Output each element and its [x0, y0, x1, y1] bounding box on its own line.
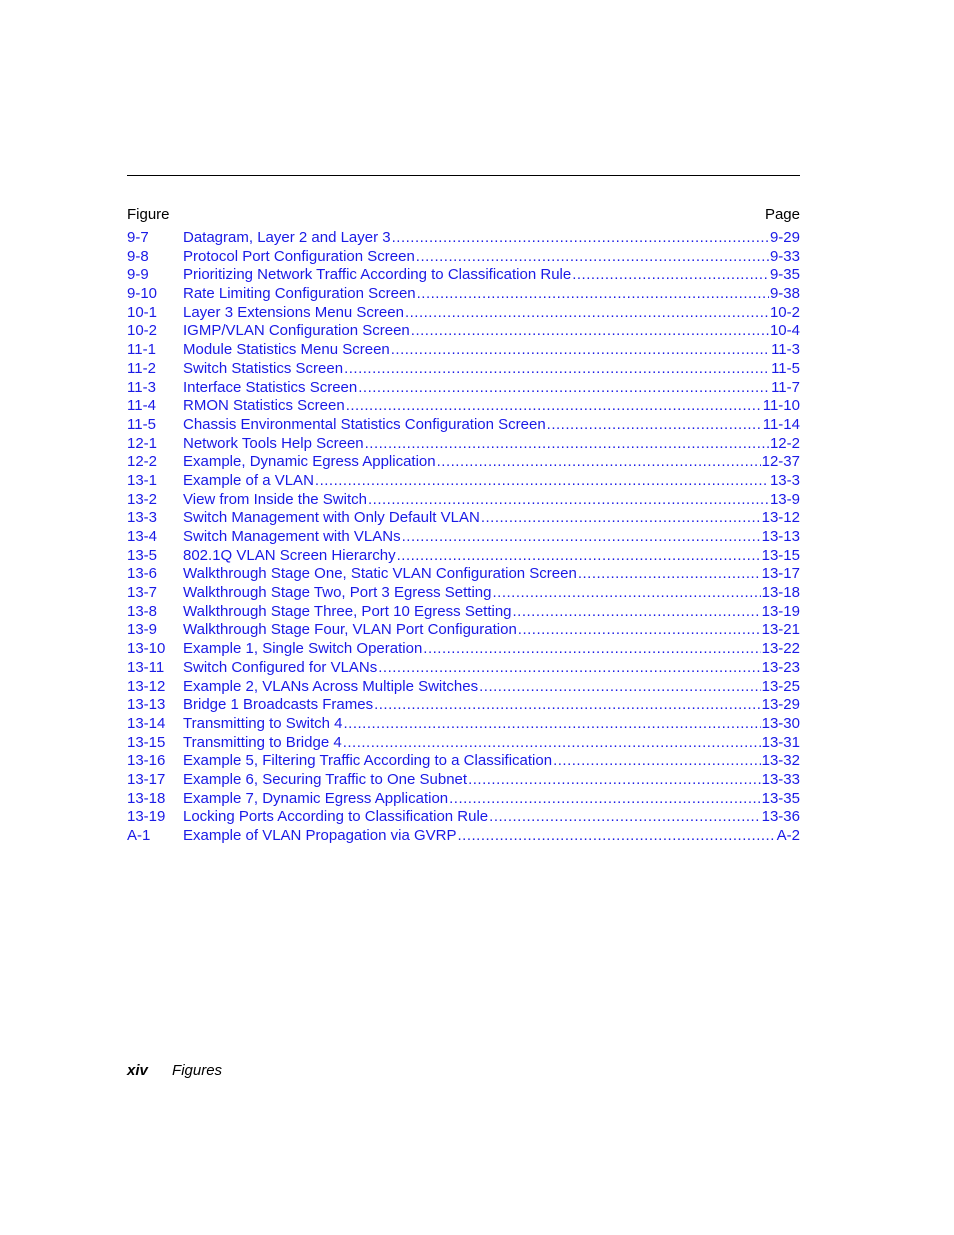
toc-entry[interactable]	[127, 640, 800, 659]
toc-column-headers	[127, 206, 800, 224]
figure-entry-line[interactable]	[183, 659, 800, 678]
dot-leader	[378, 659, 760, 678]
figure-title-link[interactable]: Example 7, Dynamic Egress Application	[183, 789, 449, 807]
toc-entry[interactable]	[127, 696, 800, 715]
figure-title-link[interactable]: Example of VLAN Propagation via GVRP	[183, 827, 457, 844]
figure-entry-line[interactable]	[183, 416, 800, 435]
figure-entry-line[interactable]	[183, 285, 800, 304]
figures-list	[127, 229, 800, 846]
figure-number-link[interactable]: 13-14	[127, 714, 166, 732]
figure-number-link[interactable]: 11-2	[127, 359, 156, 377]
figure-number-link[interactable]: 9-9	[127, 266, 149, 284]
figure-number-link[interactable]: 13-3	[127, 509, 158, 527]
figure-page-link[interactable]: 13-15	[761, 546, 800, 564]
toc-entry[interactable]	[127, 248, 800, 267]
dot-leader	[402, 528, 761, 547]
dot-leader	[358, 379, 770, 398]
dot-leader	[449, 790, 761, 809]
figure-number-link[interactable]: A-1	[127, 827, 151, 844]
figure-page-link[interactable]: 13-22	[761, 640, 800, 658]
figure-number-link[interactable]: 13-1	[127, 471, 158, 489]
figure-number-link[interactable]: 13-17	[127, 770, 166, 788]
figure-title-link[interactable]: Bridge 1 Broadcasts Frames	[183, 696, 374, 714]
figure-title-link[interactable]: Switch Configured for VLANs	[183, 658, 378, 676]
toc-entry[interactable]	[127, 734, 800, 753]
figure-page-link[interactable]: 13-31	[761, 733, 800, 751]
figure-page-link[interactable]: 13-12	[761, 509, 800, 527]
toc-entry[interactable]	[127, 790, 800, 809]
toc-entry[interactable]	[127, 603, 800, 622]
footer-page-number: xiv	[127, 1062, 148, 1079]
figure-entry-line[interactable]	[183, 621, 800, 640]
figure-entry-line[interactable]	[183, 341, 800, 360]
figure-page-link[interactable]: 13-36	[761, 808, 800, 826]
footer-section-label: Figures	[172, 1062, 223, 1079]
toc-entry[interactable]	[127, 379, 800, 398]
dot-leader	[417, 285, 769, 304]
figure-entry-line[interactable]	[183, 472, 800, 491]
figure-number-link[interactable]: 12-2	[127, 453, 158, 471]
dot-leader	[391, 341, 770, 360]
figure-entry-line[interactable]	[183, 509, 800, 528]
figure-number-link[interactable]: 13-11	[127, 658, 165, 676]
dot-leader	[315, 472, 769, 491]
dot-leader	[416, 248, 769, 267]
figure-number-link[interactable]: 13-9	[127, 621, 158, 639]
toc-entry[interactable]	[127, 565, 800, 584]
figure-entry-line[interactable]	[183, 790, 800, 809]
figure-entry-line[interactable]	[183, 528, 800, 547]
figure-title-link[interactable]: Layer 3 Extensions Menu Screen	[183, 303, 404, 321]
figure-page-link[interactable]: 9-33	[769, 247, 800, 265]
figure-entry-line[interactable]	[183, 734, 800, 753]
figure-page-link[interactable]: 10-2	[769, 303, 800, 321]
figure-title-link[interactable]: Transmitting to Bridge 4	[183, 733, 342, 751]
figure-number-link[interactable]: 13-7	[127, 584, 158, 602]
figure-number-link[interactable]: 13-13	[127, 696, 166, 714]
figure-number-link[interactable]: 13-4	[127, 528, 158, 545]
dot-leader	[518, 621, 761, 640]
figure-title-link[interactable]: IGMP/VLAN Configuration Screen	[183, 322, 410, 340]
figure-page-link[interactable]: 10-4	[769, 322, 800, 340]
figure-title-link[interactable]: Example 1, Single Switch Operation	[183, 640, 423, 658]
dot-leader	[468, 771, 761, 790]
figure-title-link[interactable]: Example 5, Filtering Traffic According to a Classification	[183, 752, 553, 770]
figure-column-label: Figure	[127, 206, 170, 223]
figure-title-link[interactable]: Network Tools Help Screen	[183, 434, 364, 452]
dot-leader	[481, 509, 761, 528]
figure-page-link[interactable]: 9-35	[769, 266, 800, 284]
figure-page-link[interactable]: 13-35	[761, 789, 800, 807]
figure-page-link[interactable]: 11-14	[762, 415, 800, 433]
toc-entry[interactable]	[127, 771, 800, 790]
dot-leader	[344, 715, 761, 734]
toc-entry[interactable]	[127, 341, 800, 360]
toc-entry[interactable]	[127, 416, 800, 435]
toc-entry[interactable]	[127, 808, 800, 827]
figure-page-link[interactable]: 11-7	[771, 378, 800, 396]
figure-page-link[interactable]: 13-9	[769, 490, 800, 508]
figure-page-link[interactable]: 13-30	[761, 714, 800, 732]
figure-page-link[interactable]: 13-13	[761, 528, 800, 545]
figure-page-link[interactable]: 13-17	[761, 565, 800, 583]
page-footer	[127, 1062, 222, 1079]
figure-entry-line[interactable]	[183, 715, 800, 734]
figure-page-link[interactable]: 11-5	[771, 359, 800, 377]
figure-number-link[interactable]: 13-6	[127, 565, 158, 583]
figure-page-link[interactable]: 13-33	[761, 770, 800, 788]
dot-leader	[344, 360, 770, 379]
figure-page-link[interactable]: 13-19	[761, 602, 800, 620]
figure-page-link[interactable]: 13-32	[761, 752, 800, 770]
figure-entry-line[interactable]	[183, 827, 800, 846]
figure-title-link[interactable]: Walkthrough Stage Three, Port 10 Egress Setting	[183, 602, 512, 620]
figure-entry-line[interactable]	[183, 678, 800, 697]
toc-entry[interactable]	[127, 266, 800, 285]
figure-number-link[interactable]: 10-2	[127, 322, 158, 340]
figure-page-link[interactable]: A-2	[776, 827, 800, 844]
figure-number-link[interactable]: 11-4	[127, 397, 156, 415]
figure-entry-line[interactable]	[183, 248, 800, 267]
figure-entry-line[interactable]	[183, 435, 800, 454]
toc-entry[interactable]	[127, 509, 800, 528]
toc-entry[interactable]	[127, 528, 800, 547]
figure-title-link[interactable]: Protocol Port Configuration Screen	[183, 247, 415, 265]
figure-number-link[interactable]: 10-1	[127, 303, 158, 321]
figure-entry-line[interactable]	[183, 397, 800, 416]
figure-entry-line[interactable]	[183, 266, 800, 285]
toc-entry[interactable]	[127, 435, 800, 454]
figure-title-link[interactable]: Switch Statistics Screen	[183, 359, 344, 377]
dot-leader	[457, 827, 775, 846]
figure-title-link[interactable]: Walkthrough Stage Four, VLAN Port Configuration	[183, 621, 517, 639]
figure-title-link[interactable]: Switch Management with Only Default VLAN	[183, 509, 480, 527]
figure-title-link[interactable]: Example 2, VLANs Across Multiple Switches	[183, 677, 479, 695]
dot-leader	[513, 603, 761, 622]
figure-number-link[interactable]: 9-8	[127, 247, 149, 265]
figure-entry-line[interactable]	[183, 360, 800, 379]
figure-entry-line[interactable]	[183, 752, 800, 771]
dot-leader	[479, 678, 761, 697]
toc-entry[interactable]	[127, 491, 800, 510]
figure-page-link[interactable]: 13-29	[761, 696, 800, 714]
toc-entry[interactable]	[127, 472, 800, 491]
figure-number-link[interactable]: 11-1	[127, 341, 156, 359]
dot-leader	[397, 547, 761, 566]
toc-entry[interactable]	[127, 678, 800, 697]
figure-number-link[interactable]: 11-3	[127, 378, 156, 396]
figure-page-link[interactable]: 11-10	[762, 397, 800, 415]
dot-leader	[572, 266, 769, 285]
figure-title-link[interactable]: Walkthrough Stage Two, Port 3 Egress Setting	[183, 584, 492, 602]
toc-entry[interactable]	[127, 360, 800, 379]
dot-leader	[368, 491, 769, 510]
figure-title-link[interactable]: View from Inside the Switch	[183, 490, 367, 508]
toc-entry[interactable]	[127, 621, 800, 640]
toc-entry[interactable]	[127, 285, 800, 304]
figure-number-link[interactable]: 12-1	[127, 434, 158, 452]
figure-title-link[interactable]: Datagram, Layer 2 and Layer 3	[183, 229, 391, 246]
figure-title-link[interactable]: Module Statistics Menu Screen	[183, 341, 390, 359]
dot-leader	[405, 304, 769, 323]
toc-entry[interactable]	[127, 752, 800, 771]
figure-number-link[interactable]: 13-15	[127, 733, 166, 751]
figure-entry-line[interactable]	[183, 453, 800, 472]
toc-entry[interactable]	[127, 304, 800, 323]
figure-page-link[interactable]: 9-38	[769, 285, 800, 303]
dot-leader	[374, 696, 761, 715]
figure-title-link[interactable]: Interface Statistics Screen	[183, 378, 358, 396]
figure-page-link[interactable]: 13-25	[761, 677, 800, 695]
dot-leader	[493, 584, 761, 603]
figure-title-link[interactable]: Prioritizing Network Traffic According to Classification Rule	[183, 266, 572, 284]
page-column-label: Page	[764, 206, 800, 223]
dot-leader	[437, 453, 761, 472]
dot-leader	[392, 229, 769, 248]
dot-leader	[423, 640, 760, 659]
dot-leader	[489, 808, 760, 827]
figure-number-link[interactable]: 9-7	[127, 229, 149, 246]
header-rule	[127, 175, 800, 176]
toc-entry[interactable]	[127, 397, 800, 416]
figure-title-link[interactable]: Example of a VLAN	[183, 471, 314, 489]
dot-leader	[365, 435, 769, 454]
figure-entry-line[interactable]	[183, 491, 800, 510]
figure-title-link[interactable]: Example 6, Securing Traffic to One Subnet	[183, 770, 468, 788]
figure-title-link[interactable]: Rate Limiting Configuration Screen	[183, 285, 416, 303]
figure-page-link[interactable]: 13-18	[761, 584, 800, 602]
figure-entry-line[interactable]	[183, 696, 800, 715]
figure-number-link[interactable]: 11-5	[127, 415, 156, 433]
figure-entry-line[interactable]	[183, 379, 800, 398]
toc-entry[interactable]	[127, 659, 800, 678]
figure-title-link[interactable]: Transmitting to Switch 4	[183, 714, 343, 732]
figure-entry-line[interactable]	[183, 547, 800, 566]
toc-entry[interactable]	[127, 322, 800, 341]
figure-entry-line[interactable]	[183, 771, 800, 790]
toc-entry[interactable]	[127, 715, 800, 734]
figure-number-link[interactable]: 13-12	[127, 677, 166, 695]
figure-number-link[interactable]: 13-10	[127, 640, 166, 658]
figure-page-link[interactable]: 13-21	[761, 621, 800, 639]
toc-entry[interactable]	[127, 229, 800, 248]
toc-entry[interactable]	[127, 547, 800, 566]
figure-title-link[interactable]: Locking Ports According to Classification Rule	[183, 808, 489, 826]
figure-number-link[interactable]: 13-5	[127, 546, 158, 564]
figure-number-link[interactable]: 13-2	[127, 490, 158, 508]
figure-number-link[interactable]: 9-10	[127, 285, 158, 303]
figure-entry-line[interactable]	[183, 640, 800, 659]
toc-entry[interactable]	[127, 827, 800, 846]
figure-page-link[interactable]: 12-37	[761, 453, 800, 471]
toc-entry[interactable]	[127, 584, 800, 603]
figure-title-link[interactable]: RMON Statistics Screen	[183, 397, 345, 415]
figure-title-link[interactable]: Switch Management with VLANs	[183, 528, 401, 545]
dot-leader	[346, 397, 762, 416]
figure-page-link[interactable]: 13-3	[769, 471, 800, 489]
figure-number-link[interactable]: 13-19	[127, 808, 166, 826]
figure-page-link[interactable]: 13-23	[761, 658, 800, 676]
figure-page-link[interactable]: 11-3	[771, 341, 800, 359]
toc-entry[interactable]	[127, 453, 800, 472]
dot-leader	[553, 752, 761, 771]
figure-entry-line[interactable]	[183, 808, 800, 827]
figure-entry-line[interactable]	[183, 322, 800, 341]
dot-leader	[578, 565, 761, 584]
figure-page-link[interactable]: 12-2	[769, 434, 800, 452]
dot-leader	[343, 734, 761, 753]
dot-leader	[547, 416, 762, 435]
figure-entry-line[interactable]	[183, 584, 800, 603]
dot-leader	[411, 322, 769, 341]
figure-number-link[interactable]: 13-18	[127, 789, 166, 807]
figure-title-link[interactable]: Chassis Environmental Statistics Configuration Screen	[183, 415, 546, 433]
figure-title-link[interactable]: Walkthrough Stage One, Static VLAN Configuration Screen	[183, 565, 577, 583]
figure-title-link[interactable]: 802.1Q VLAN Screen Hierarchy	[183, 546, 396, 564]
figure-entry-line[interactable]	[183, 603, 800, 622]
figure-entry-line[interactable]	[183, 229, 800, 248]
figure-number-link[interactable]: 13-8	[127, 602, 158, 620]
figure-entry-line[interactable]	[183, 304, 800, 323]
figure-title-link[interactable]: Example, Dynamic Egress Application	[183, 453, 436, 471]
figure-page-link[interactable]: 9-29	[769, 229, 800, 246]
figure-entry-line[interactable]	[183, 565, 800, 584]
figure-number-link[interactable]: 13-16	[127, 752, 166, 770]
